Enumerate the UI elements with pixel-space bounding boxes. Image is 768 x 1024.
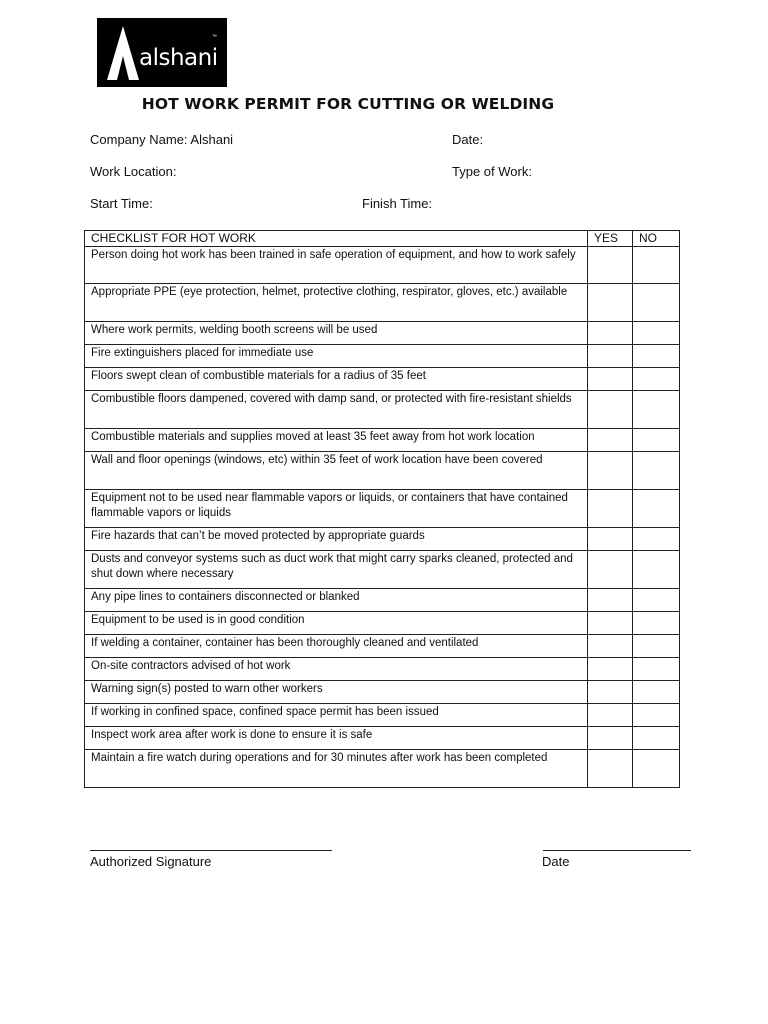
checklist-item: Equipment to be used is in good condition — [85, 612, 588, 635]
start-time-field: Start Time: — [90, 196, 153, 211]
table-row — [85, 284, 680, 322]
logo-mark-icon — [103, 26, 143, 82]
no-checkbox-cell[interactable] — [633, 452, 680, 490]
yes-checkbox-cell[interactable] — [588, 612, 633, 635]
logo-text: alshani — [139, 45, 218, 71]
checklist-item: Dusts and conveyor systems such as duct work that might carry sparks cleaned, protected and shut down where necessary — [85, 551, 588, 589]
no-checkbox-cell[interactable] — [633, 658, 680, 681]
no-checkbox-cell[interactable] — [633, 391, 680, 429]
no-checkbox-cell[interactable] — [633, 345, 680, 368]
checklist-item: Inspect work area after work is done to ensure it is safe — [85, 727, 588, 750]
no-checkbox-cell[interactable] — [633, 551, 680, 589]
table-row — [85, 490, 680, 528]
table-row — [85, 528, 680, 551]
table-row — [85, 612, 680, 635]
table-row — [85, 391, 680, 429]
yes-checkbox-cell[interactable] — [588, 589, 633, 612]
checklist-item: Person doing hot work has been trained in safe operation of equipment, and how to work safely — [85, 247, 588, 284]
yes-checkbox-cell[interactable] — [588, 658, 633, 681]
yes-checkbox-cell[interactable] — [588, 750, 633, 788]
checklist-item: Where work permits, welding booth screens will be used — [85, 322, 588, 345]
no-checkbox-cell[interactable] — [633, 589, 680, 612]
yes-checkbox-cell[interactable] — [588, 490, 633, 528]
no-checkbox-cell[interactable] — [633, 284, 680, 322]
table-row — [85, 704, 680, 727]
date-field: Date: — [452, 132, 484, 147]
yes-checkbox-cell[interactable] — [588, 704, 633, 727]
yes-checkbox-cell[interactable] — [588, 247, 633, 284]
table-row — [85, 429, 680, 452]
table-row — [85, 727, 680, 750]
checklist-item: Wall and floor openings (windows, etc) within 35 feet of work location have been covered — [85, 452, 588, 490]
table-row — [85, 589, 680, 612]
signature-line[interactable] — [90, 850, 332, 851]
no-checkbox-cell[interactable] — [633, 681, 680, 704]
yes-checkbox-cell[interactable] — [588, 345, 633, 368]
yes-checkbox-cell[interactable] — [588, 635, 633, 658]
date-line[interactable] — [543, 850, 691, 851]
no-checkbox-cell[interactable] — [633, 490, 680, 528]
checklist-header: CHECKLIST FOR HOT WORK — [85, 231, 588, 247]
table-row — [85, 452, 680, 490]
company-name-field: Company Name: Alshani — [90, 132, 234, 147]
checklist-item: If working in confined space, confined space permit has been issued — [85, 704, 588, 727]
table-row — [85, 658, 680, 681]
work-location-field: Work Location: — [90, 164, 177, 179]
yes-checkbox-cell[interactable] — [588, 429, 633, 452]
table-row — [85, 551, 680, 589]
table-header-row — [85, 231, 680, 247]
checklist-item: Equipment not to be used near flammable vapors or liquids, or containers that have contained flammable vapors or liquids — [85, 490, 588, 528]
checklist-item: Maintain a fire watch during operations and for 30 minutes after work has been completed — [85, 750, 588, 788]
checklist-item: Combustible floors dampened, covered with damp sand, or protected with fire-resistant shields — [85, 391, 588, 429]
yes-checkbox-cell[interactable] — [588, 727, 633, 750]
logo-trademark: ™ — [212, 34, 217, 40]
table-row — [85, 247, 680, 284]
no-checkbox-cell[interactable] — [633, 612, 680, 635]
no-checkbox-cell[interactable] — [633, 429, 680, 452]
yes-checkbox-cell[interactable] — [588, 452, 633, 490]
checklist-item: Combustible materials and supplies moved at least 35 feet away from hot work location — [85, 429, 588, 452]
yes-checkbox-cell[interactable] — [588, 681, 633, 704]
checklist-item: On-site contractors advised of hot work — [85, 658, 588, 681]
checklist-item: Warning sign(s) posted to warn other workers — [85, 681, 588, 704]
table-row — [85, 322, 680, 345]
type-of-work-field: Type of Work: — [452, 164, 532, 179]
yes-checkbox-cell[interactable] — [588, 551, 633, 589]
yes-checkbox-cell[interactable] — [588, 368, 633, 391]
no-checkbox-cell[interactable] — [633, 247, 680, 284]
no-checkbox-cell[interactable] — [633, 750, 680, 788]
hot-work-checklist-table — [84, 230, 680, 788]
signature-date-label: Date — [542, 854, 570, 869]
yes-header: YES — [588, 231, 633, 247]
yes-checkbox-cell[interactable] — [588, 528, 633, 551]
page-title: HOT WORK PERMIT FOR CUTTING OR WELDING — [141, 95, 555, 113]
no-checkbox-cell[interactable] — [633, 704, 680, 727]
checklist-item: Any pipe lines to containers disconnected or blanked — [85, 589, 588, 612]
checklist-item: Fire extinguishers placed for immediate use — [85, 345, 588, 368]
table-row — [85, 681, 680, 704]
no-checkbox-cell[interactable] — [633, 322, 680, 345]
table-row — [85, 635, 680, 658]
company-logo — [97, 18, 227, 87]
yes-checkbox-cell[interactable] — [588, 391, 633, 429]
finish-time-field: Finish Time: — [362, 196, 433, 211]
checklist-item: Appropriate PPE (eye protection, helmet, protective clothing, respirator, gloves, etc.) available — [85, 284, 588, 322]
checklist-item: Fire hazards that can’t be moved protected by appropriate guards — [85, 528, 588, 551]
checklist-item: If welding a container, container has been thoroughly cleaned and ventilated — [85, 635, 588, 658]
no-checkbox-cell[interactable] — [633, 528, 680, 551]
no-header: NO — [633, 231, 680, 247]
authorized-signature-label: Authorized Signature — [90, 854, 212, 869]
yes-checkbox-cell[interactable] — [588, 322, 633, 345]
no-checkbox-cell[interactable] — [633, 727, 680, 750]
no-checkbox-cell[interactable] — [633, 635, 680, 658]
table-row — [85, 368, 680, 391]
table-row — [85, 750, 680, 788]
table-row — [85, 345, 680, 368]
no-checkbox-cell[interactable] — [633, 368, 680, 391]
checklist-item: Floors swept clean of combustible materials for a radius of 35 feet — [85, 368, 588, 391]
yes-checkbox-cell[interactable] — [588, 284, 633, 322]
